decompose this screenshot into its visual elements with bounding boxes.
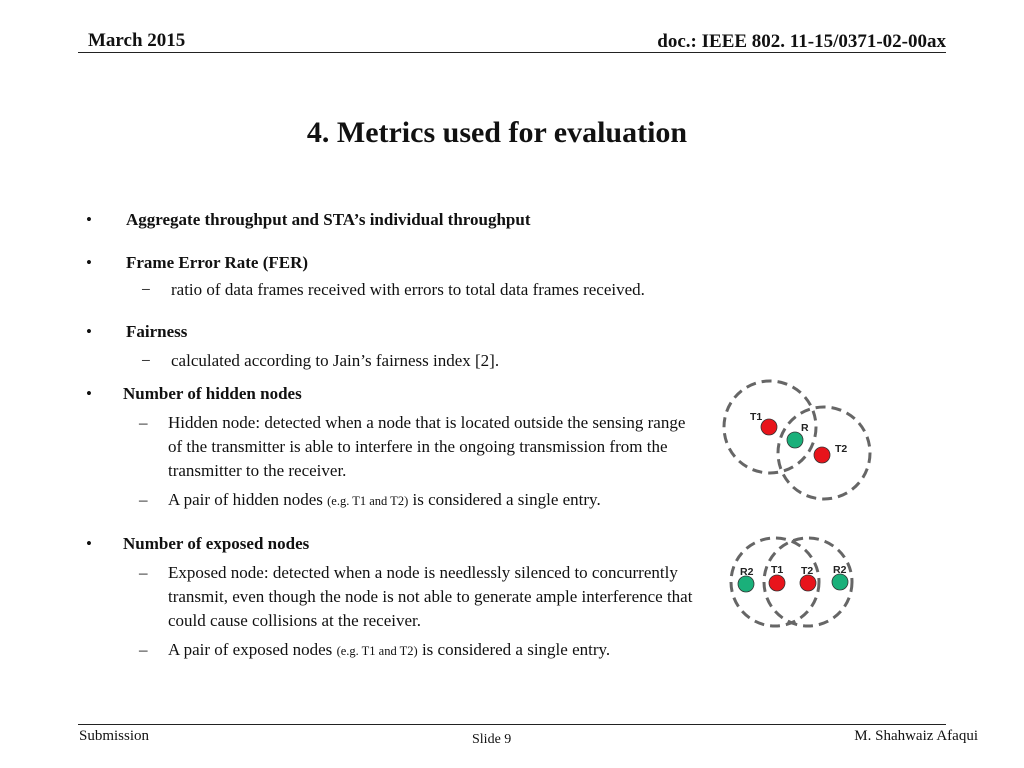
bullet-fairness: Fairness [126,322,188,341]
bullet-dot: • [86,384,92,403]
exposed-pair-text: A pair of exposed nodes [168,640,333,659]
label-t1: T1 [771,564,784,576]
node-t2 [814,447,830,463]
exposed-node-diagram [722,532,862,634]
hidden-node-diagram [715,375,880,505]
bullet-dot: • [86,322,92,341]
node-r2-right [832,574,848,590]
label-t1: T1 [750,411,763,423]
sub-dash: – [139,640,148,659]
header-doc-id: doc.: IEEE 802. 11-15/0371-02-00ax [657,31,946,52]
bullet-fer: Frame Error Rate (FER) [126,253,309,272]
label-r2-left: R2 [740,566,754,578]
footer-submission: Submission [79,728,150,744]
bullet-dot: • [86,210,92,229]
node-t2 [800,575,816,591]
sub-dash: − [141,351,151,370]
footer-rule [78,724,946,725]
bullet-exposed-nodes: Number of exposed nodes [123,534,310,553]
sub-dash: – [139,490,148,509]
label-t2: T2 [835,443,848,455]
sub-exposed-pair [168,638,610,663]
header-rule [78,52,946,53]
hidden-pair-text: A pair of hidden nodes [168,490,323,509]
sub-dash: − [141,280,151,299]
header-date: March 2015 [88,30,186,51]
sub-hidden-node-desc: Hidden node: detected when a node that is located outside the sensing range of the transmitter is able to interfere in the ongoing transmission from the transmitter to the receiver. [168,413,686,480]
footer-slide-number: Slide 9 [472,732,512,747]
hidden-pair-text-end: is considered a single entry. [412,490,601,509]
bullet-throughput: Aggregate throughput and STA’s individual throughput [126,210,531,229]
node-t1 [769,575,785,591]
sub-fairness-desc: calculated according to Jain’s fairness index [2]. [171,351,500,370]
slide-title: 4. Metrics used for evaluation [306,116,688,149]
label-t2: T2 [801,565,814,577]
exposed-pair-text-end: is considered a single entry. [421,640,611,659]
node-r2-left [738,576,754,592]
bullet-dot: • [86,253,92,272]
hidden-pair-example: (e.g. T1 and T2) [327,494,409,508]
label-r2-right: R2 [833,564,847,576]
exposed-pair-example: (e.g. T1 and T2) [336,644,418,658]
node-r [787,432,803,448]
node-t1 [761,419,777,435]
sub-dash: – [139,563,148,582]
sub-hidden-pair [168,488,601,513]
sub-dash: – [139,413,148,432]
sub-exposed-node-desc: Exposed node: detected when a node is needlessly silenced to concurrently transmit, even though the node is not able to generate ample interference that could cause collisions at the receiver. [168,563,693,630]
bullet-dot: • [86,534,92,553]
label-r: R [801,422,809,434]
bullet-hidden-nodes: Number of hidden nodes [123,384,302,403]
footer-author: M. Shahwaiz Afaqui [854,728,978,744]
sub-fer-desc: ratio of data frames received with errors to total data frames received. [171,280,645,299]
